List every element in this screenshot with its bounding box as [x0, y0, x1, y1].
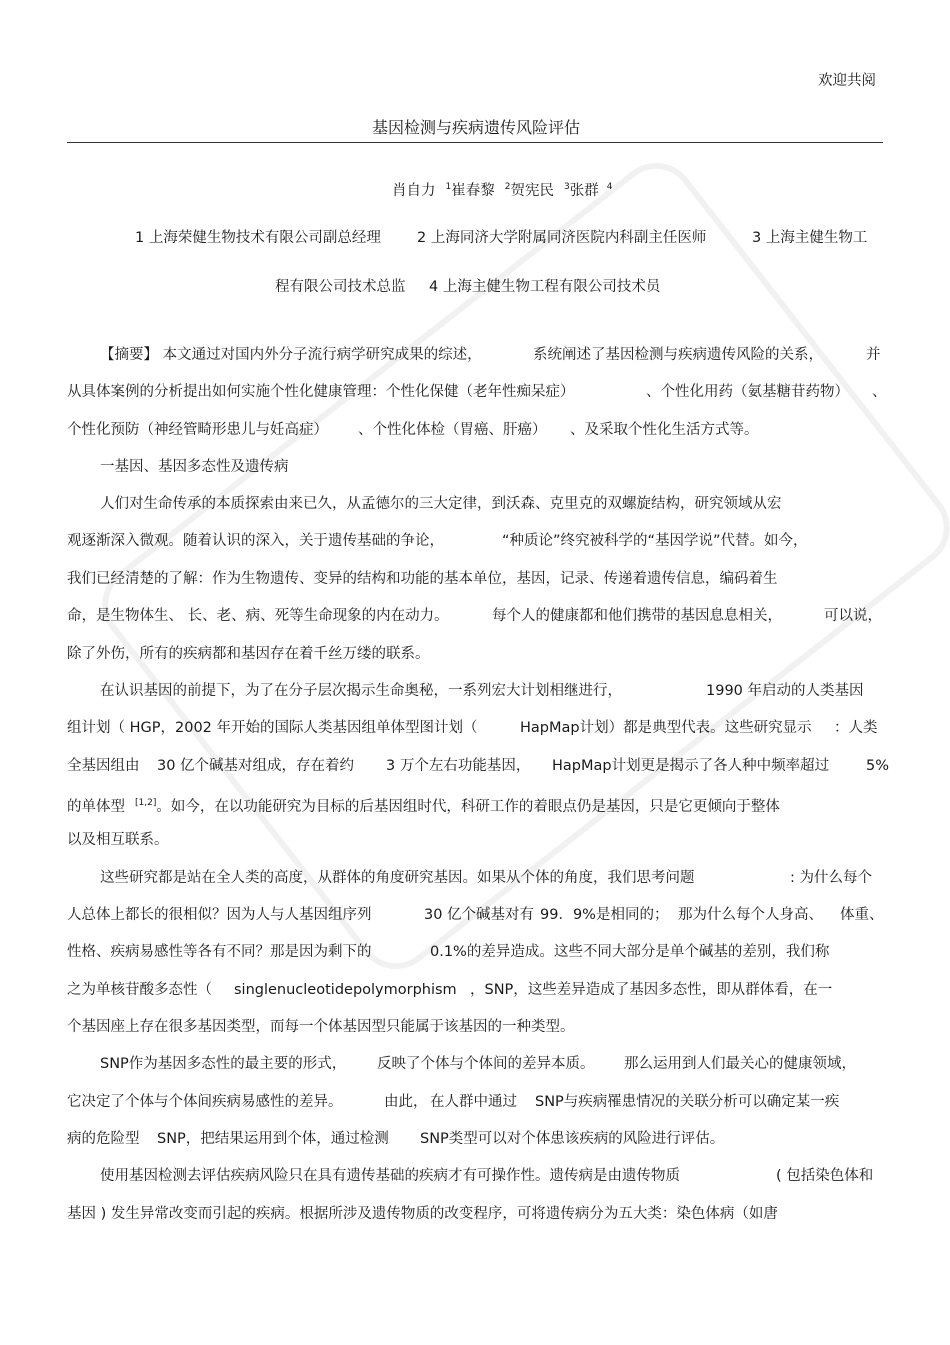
body-text: 性格、疾病易感性等各有不同？那是因为剩下的 [67, 944, 372, 960]
body-text: 5% [866, 758, 890, 774]
body-text: 反映了个体与个体间的差异本质。 [377, 1056, 595, 1072]
body-text: ：人类 [834, 720, 878, 736]
body-text: SNP，把结果运用到个体，通过检测 [157, 1131, 389, 1147]
body-text: 个基因座上存在很多基因类型，而每一个体基因型只能属于该基因的一种类型。 [67, 1019, 575, 1035]
body-text: 那么运用到人们最关心的健康领域， [624, 1056, 856, 1072]
body-text: 以及相互联系。 [67, 832, 169, 848]
body-text: 这些研究都是站在全人类的高度，从群体的角度研究基因。如果从个体的角度，我们思考问题 [100, 870, 695, 886]
body-text: : 为什么每个 [790, 870, 872, 886]
body-text-fragment: 。如今，在以功能研究为目标的后基因组时代，科研工作的着眼点仍是基因，只是它更倾向于整体 [156, 799, 780, 815]
abstract-text: 从具体案例的分析提出如何实施个性化健康管理：个性化保健（老年性痴呆症） [67, 384, 575, 400]
body-text: 1990 年启动的人类基因 [706, 683, 864, 699]
title-rule [67, 142, 883, 143]
body-text: 全基因组由 [67, 758, 140, 774]
body-text: SNP与疾病罹患情况的关联分析可以确定某一疾 [535, 1094, 840, 1110]
body-text: 30 亿个碱基对有 [424, 907, 535, 923]
body-text: 由此， [384, 1094, 428, 1110]
body-text: 我们已经清楚的了解：作为生物遗传、变异的结构和功能的基本单位，基因，记录、传递着遗传信息，编码着生 [67, 571, 778, 587]
body-text: ，SNP，这些差异造成了基因多态性，即从群体看，在一 [470, 982, 833, 998]
body-text: 体重、 [840, 907, 884, 923]
body-text: SNP类型可以对个体患该疾病的风险进行评估。 [420, 1131, 725, 1147]
body-text: “种质论”终究被科学的“基因学说”代替。如今， [502, 533, 808, 549]
citation: [1,2] [135, 798, 157, 808]
body-text: 人总体上都长的很相似？因为人与人基因组序列 [67, 907, 372, 923]
body-text: 它决定了个体与个体间疾病易感性的差异。 [67, 1094, 343, 1110]
body-text: ( 包括染色体和 [776, 1168, 874, 1184]
body-text: 在认识基因的前提下，为了在分子层次揭示生命奥秘，一系列宏大计划相继进行， [100, 683, 622, 699]
author-sup: 1 [445, 182, 452, 192]
body-text: 观逐渐深入微观。随着认识的深入，关于遗传基础的争论， [67, 533, 444, 549]
affiliation-3-cont: 程有限公司技术总监 [275, 279, 406, 295]
author-sup: 4 [606, 182, 613, 192]
section-heading: 一基因、基因多态性及遗传病 [100, 459, 289, 475]
author-name: 肖自力 [392, 183, 436, 199]
page-title: 基因检测与疾病遗传风险评估 [372, 118, 581, 137]
body-text: 使用基因检测去评估疾病风险只在具有遗传基础的疾病才有可操作性。遗传病是由遗传物质 [100, 1168, 680, 1184]
body-text: 命，是生物体生、 长、老、病、死等生命现象的内在动力。 [67, 608, 449, 624]
author-name: 张群 [569, 183, 599, 199]
body-text: 每个人的健康都和他们携带的基因息息相关， [492, 608, 782, 624]
body-text: 组计划（ HGP，2002 年开始的国际人类基因组单体型图计划（ [67, 720, 478, 736]
body-text: 那为什么每个人身高、 [678, 907, 823, 923]
body-text: SNP作为基因多态性的最主要的形式， [100, 1056, 347, 1072]
abstract-text: 、及采取个性化生活方式等。 [570, 422, 759, 438]
body-text: 可以说， [824, 608, 882, 624]
body-text: 之为单核苷酸多态性（ [67, 982, 212, 998]
affiliation-3: 3 上海主健生物工 [752, 230, 868, 246]
abstract-text: 个性化预防（神经管畸形患儿与妊高症） [67, 422, 328, 438]
affiliation-4: 4 上海主健生物工程有限公司技术员 [429, 279, 661, 295]
affiliation-1: 1 上海荣健生物技术有限公司副总经理 [135, 230, 381, 246]
body-text-fragment: 的单体型 [67, 799, 125, 815]
body-text: HapMap计划更是揭示了各人种中频率超过 [552, 758, 830, 774]
body-text: 99．9%是相同的； [540, 907, 669, 923]
body-text [67, 794, 780, 816]
body-text: 30 亿个碱基对组成，存在着约 [157, 758, 355, 774]
author-sup: 2 [504, 182, 511, 192]
body-text: 病的危险型 [67, 1131, 140, 1147]
author-list [392, 178, 612, 200]
body-text: 人们对生命传承的本质探索由来已久，从孟德尔的三大定律，到沃森、克里克的双螺旋结构，研究领域从宏 [100, 496, 782, 512]
body-text: HapMap计划）都是典型代表。这些研究显示 [520, 720, 812, 736]
abstract-text: 系统阐述了基因检测与疾病遗传风险的关系， [533, 347, 823, 363]
body-text: singlenucleotidepolymorphism [234, 982, 457, 998]
abstract-text: 、个性化用药（氨基糖苷药物） [646, 384, 849, 400]
abstract-text: 并 [866, 347, 881, 363]
body-text: 基因 ) 发生异常改变而引起的疾病。根据所涉及遗传物质的改变程序，可将遗传病分为五大类：染色体病（如唐 [67, 1206, 778, 1222]
abstract-text: 、个性化体检（胃癌、肝癌） [358, 422, 547, 438]
abstract-text: 【摘要】 本文通过对国内外分子流行病学研究成果的综述， [100, 347, 482, 363]
abstract-text: 、 [872, 384, 887, 400]
watermark [86, 147, 950, 985]
author-sup: 3 [563, 182, 570, 192]
body-text: 0.1%的差异造成。这些不同大部分是单个碱基的差别，我们称 [430, 944, 830, 960]
body-text: 在人群中通过 [430, 1094, 517, 1110]
body-text: 除了外伤，所有的疾病都和基因存在着千丝万缕的联系。 [67, 646, 430, 662]
affiliation-2: 2 上海同济大学附属同济医院内科副主任医师 [417, 230, 707, 246]
header-right: 欢迎共阅 [818, 73, 876, 89]
author-name: 崔春黎 [451, 183, 495, 199]
author-name: 贺宪民 [510, 183, 554, 199]
body-text: 3 万个左右功能基因， [386, 758, 531, 774]
